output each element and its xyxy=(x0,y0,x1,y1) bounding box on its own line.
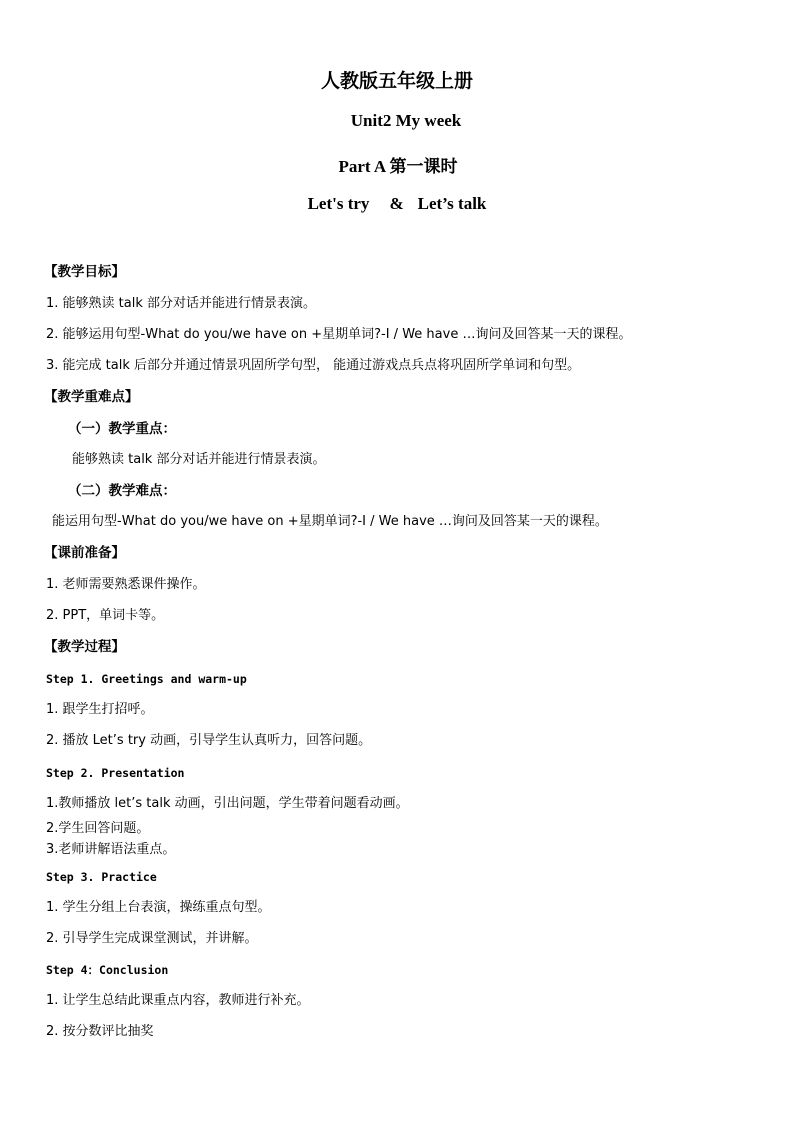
step-item: 1. 学生分组上台表演，操练重点句型。 xyxy=(46,900,271,915)
step-title: Step 3. Practice xyxy=(46,870,157,884)
step-title: Step 4：Conclusion xyxy=(46,963,169,977)
unit-title: Unit2 My week xyxy=(350,111,462,130)
lesson-title-ampersand: & xyxy=(389,194,404,213)
difficulty-label: （二）教学难点： xyxy=(68,483,176,499)
objectives-heading: 【教学目标】 xyxy=(44,264,125,280)
step-item: 2.学生回答问题。 xyxy=(46,821,150,836)
lesson-title-left: Let's try xyxy=(307,194,370,213)
difficulty-text: 能运用句型-What do you/we have on +星期单词?-I / We have …询问及回答某一天的课程。 xyxy=(52,514,608,529)
part-title: Part A 第一课时 xyxy=(338,157,458,176)
objective-item: 1. 能够熟读 talk 部分对话并能进行情景表演。 xyxy=(46,296,317,311)
step-item: 2. 按分数评比抽奖 xyxy=(46,1024,154,1039)
step-item: 1. 让学生总结此课重点内容，教师进行补充。 xyxy=(46,993,310,1008)
process-heading: 【教学过程】 xyxy=(44,639,125,655)
step-item: 1. 跟学生打招呼。 xyxy=(46,702,154,717)
objective-item: 3. 能完成 talk 后部分并通过情景巩固所学句型， 能通过游戏点兵点将巩固所学单词和句型。 xyxy=(46,358,581,373)
step-item: 1.教师播放 let’s talk 动画，引出问题，学生带着问题看动画。 xyxy=(46,796,409,811)
key-points-heading: 【教学重难点】 xyxy=(44,389,139,405)
step-title: Step 1. Greetings and warm-up xyxy=(46,672,247,686)
step-item: 2. 引导学生完成课堂测试，并讲解。 xyxy=(46,931,258,946)
lesson-title xyxy=(0,194,794,214)
step-title: Step 2. Presentation xyxy=(46,766,185,780)
step-item: 3.老师讲解语法重点。 xyxy=(46,842,176,857)
lesson-title-right: Let’s talk xyxy=(417,194,487,213)
focus-text: 能够熟读 talk 部分对话并能进行情景表演。 xyxy=(72,452,326,467)
step-item: 2. 播放 Let’s try 动画，引导学生认真听力，回答问题。 xyxy=(46,733,372,748)
focus-label: （一）教学重点： xyxy=(68,421,176,437)
preparation-item: 2. PPT，单词卡等。 xyxy=(46,608,165,623)
objective-item: 2. 能够运用句型-What do you/we have on +星期单词?-I / We have …询问及回答某一天的课程。 xyxy=(46,327,632,342)
preparation-heading: 【课前准备】 xyxy=(44,545,125,561)
preparation-item: 1. 老师需要熟悉课件操作。 xyxy=(46,577,206,592)
document-title: 人教版五年级上册 xyxy=(320,71,473,92)
